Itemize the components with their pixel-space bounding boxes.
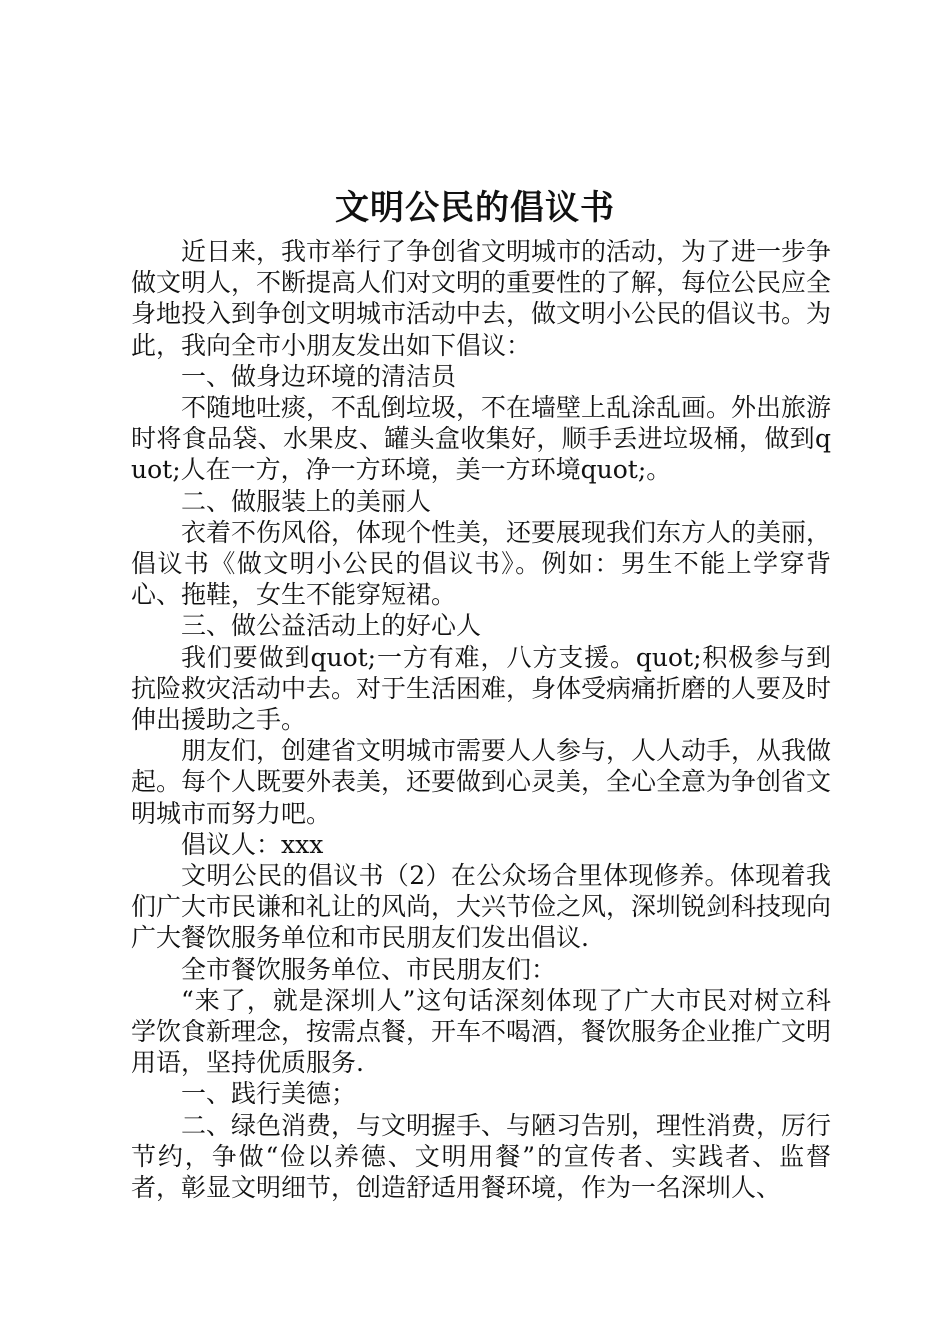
paragraph-shenzhen: “来了，就是深圳人”这句话深刻体现了广大市民对树立科学饮食新理念，按需点餐，开车不喝酒，餐饮服务企业推广文明用语，坚持优质服务. xyxy=(131,985,832,1078)
signature-line: 倡议人：xxx xyxy=(181,829,324,859)
paragraph-green-consumption: 二、绿色消费，与文明握手、与陋习告别，理性消费，厉行节约，争做“俭以养德、文明用餐”的宣传者、实践者、监督者，彰显文明细节，创造舒适用餐环境，作为一名深圳人、 xyxy=(131,1110,832,1203)
heading-clean-environment: 一、做身边环境的清洁员 xyxy=(181,361,457,391)
paragraph-public-welfare: 我们要做到quot;一方有难，八方支援。quot;积极参与到抗险救灾活动中去。对于生活困难，身体受病痛折磨的人要及时伸出援助之手。 xyxy=(131,642,832,735)
paragraph-intro: 近日来，我市举行了争创省文明城市的活动，为了进一步争做文明人，不断提高人们对文明的重要性的了解，每位公民应全身地投入到争创文明城市活动中去，做文明小公民的倡议书。为此，我向全市小朋友发出如下倡议： xyxy=(131,237,832,360)
heading-public-welfare: 三、做公益活动上的好心人 xyxy=(181,611,482,641)
heading-clothing: 二、做服装上的美丽人 xyxy=(181,486,432,516)
document-body xyxy=(131,236,831,1203)
salutation-line: 全市餐饮服务单位、市民朋友们： xyxy=(181,954,557,984)
paragraph-call-to-action: 朋友们，创建省文明城市需要人人参与，人人动手，从我做起。每个人既要外表美，还要做到心灵美，全心全意为争创省文明城市而努力吧。 xyxy=(131,736,832,828)
paragraph-clean-environment: 不随地吐痰，不乱倒垃圾，不在墙壁上乱涂乱画。外出旅游时将食品袋、水果皮、罐头盒收集好，顺手丢进垃圾桶，做到quot;人在一方，净一方环境，美一方环境quot;。 xyxy=(131,393,832,485)
paragraph-clothing: 衣着不伤风俗，体现个性美，还要展现我们东方人的美丽，倡议书《做文明小公民的倡议书》。例如：男生不能上学穿背心、拖鞋，女生不能穿短裙。 xyxy=(131,517,832,610)
paragraph-second-proposal: 文明公民的倡议书（2）在公众场合里体现修养。体现着我们广大市民谦和礼让的风尚，大兴节俭之风，深圳锐剑科技现向广大餐饮服务单位和市民朋友们发出倡议. xyxy=(131,861,832,953)
heading-practice-virtue: 一、践行美德； xyxy=(181,1079,357,1109)
document-title: 文明公民的倡议书 xyxy=(335,188,615,228)
